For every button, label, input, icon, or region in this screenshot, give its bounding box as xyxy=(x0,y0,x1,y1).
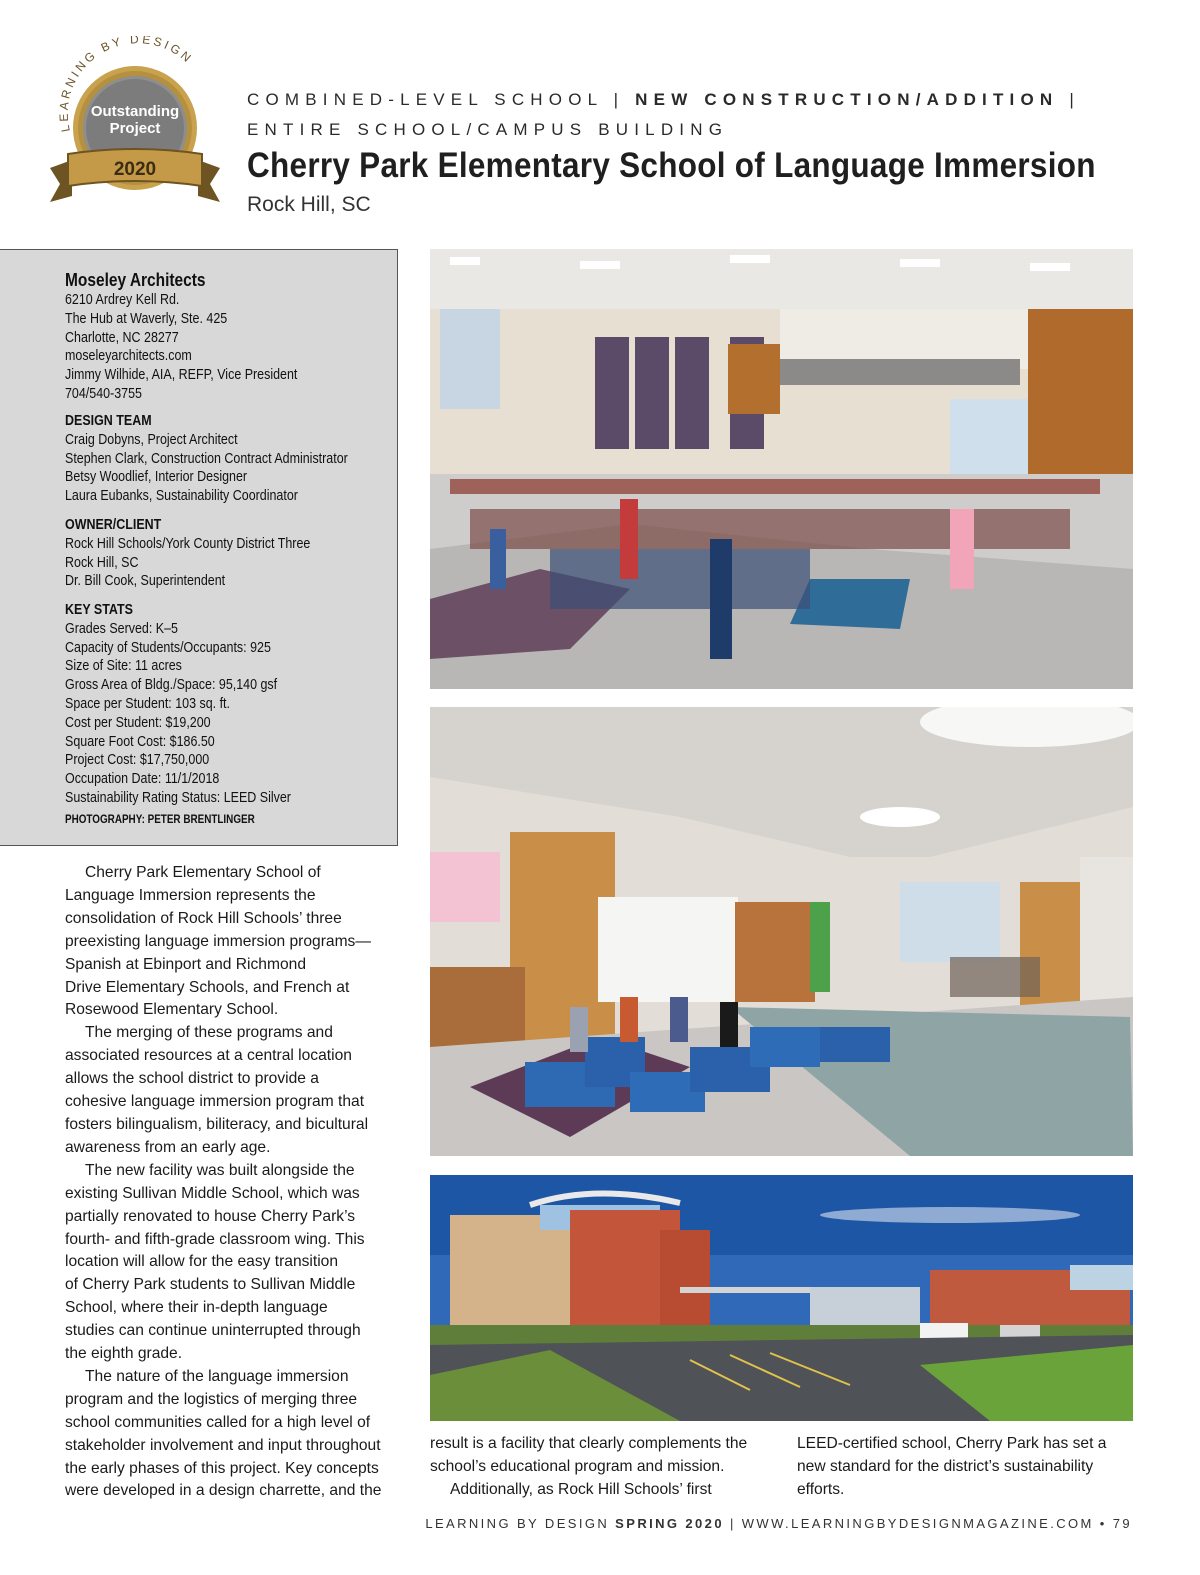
body-paragraph xyxy=(65,862,410,1022)
body-line: school’s educational program and mission. xyxy=(430,1457,725,1475)
body-line: The new facility was built alongside the xyxy=(85,1161,355,1179)
category-a: COMBINED-LEVEL SCHOOL xyxy=(247,90,603,109)
firm-line: 6210 Ardrey Kell Rd. xyxy=(65,292,180,308)
design-team-member: Betsy Woodlief, Interior Designer xyxy=(65,469,248,486)
article-title: Cherry Park Elementary School of Language Immersion xyxy=(247,146,1096,185)
body-line: were developed in a design charrette, and the xyxy=(65,1482,382,1500)
body-line: Additionally, as Rock Hill Schools’ first xyxy=(450,1480,712,1498)
award-seal-icon xyxy=(48,36,223,211)
footer-bullet: • xyxy=(1099,1516,1107,1531)
body-column-2 xyxy=(430,1433,790,1502)
body-line: fourth- and fifth-grade classroom wing. This xyxy=(65,1230,365,1248)
classroom-commons-photo xyxy=(430,707,1133,1156)
category-b: NEW CONSTRUCTION/ADDITION xyxy=(635,90,1059,109)
body-line: the early phases of this project. Key concepts xyxy=(65,1459,379,1477)
article-location: Rock Hill, SC xyxy=(247,193,371,216)
category-separator-1: | xyxy=(613,90,625,109)
firm-line: 704/540-3755 xyxy=(65,385,142,402)
body-line: The nature of the language immersion xyxy=(85,1367,349,1385)
body-line: Language Immersion represents the xyxy=(65,886,316,904)
body-line: Cherry Park Elementary School of xyxy=(85,864,321,881)
key-stat: Grades Served: K–5 xyxy=(65,620,178,637)
key-stat: Occupation Date: 11/1/2018 xyxy=(65,771,220,788)
firm-info xyxy=(65,269,297,404)
body-line: fosters bilingualism, biliteracy, and bicultural xyxy=(65,1115,369,1133)
key-stat: Cost per Student: $19,200 xyxy=(65,714,211,731)
key-stat: Gross Area of Bldg./Space: 95,140 gsf xyxy=(65,677,278,694)
design-team-section xyxy=(65,412,348,506)
owner-line: Dr. Bill Cook, Superintendent xyxy=(65,573,226,590)
cafeteria-photo xyxy=(430,249,1133,689)
award-badge xyxy=(48,36,223,211)
body-line: new standard for the district’s sustainability xyxy=(797,1457,1094,1475)
footer-separator: | xyxy=(729,1516,736,1531)
body-line: consolidation of Rock Hill Schools’ three xyxy=(65,909,342,927)
key-stat: Space per Student: 103 sq. ft. xyxy=(65,695,230,712)
firm-name: Moseley Architects xyxy=(65,270,206,290)
category-line-1 xyxy=(247,90,1080,110)
body-line: awareness from an early age. xyxy=(65,1138,271,1156)
badge-arc-text: LEARNING BY DESIGN xyxy=(56,36,196,134)
body-line: preexisting language immersion programs— xyxy=(65,932,371,950)
body-line: studies can continue uninterrupted through xyxy=(65,1322,361,1340)
key-stats-heading: KEY STATS xyxy=(65,602,133,618)
body-line: Drive Elementary Schools, and French at xyxy=(65,978,350,996)
body-line: cohesive language immersion program that xyxy=(65,1093,365,1111)
body-line: partially renovated to house Cherry Park’s xyxy=(65,1207,356,1225)
page-number: 79 xyxy=(1112,1516,1132,1531)
badge-year: 2020 xyxy=(113,159,157,180)
design-team-member: Stephen Clark, Construction Contract Administrator xyxy=(65,450,348,467)
body-paragraph xyxy=(797,1433,1142,1502)
body-column-3 xyxy=(797,1433,1142,1502)
category-separator-2: | xyxy=(1069,90,1080,109)
owner-line: Rock Hill, SC xyxy=(65,554,139,571)
category-line-2: ENTIRE SCHOOL/CAMPUS BUILDING xyxy=(247,120,729,139)
badge-line1: Outstanding xyxy=(90,103,180,120)
body-line: efforts. xyxy=(797,1480,845,1498)
body-paragraph xyxy=(65,1160,410,1366)
footer-url: WWW.LEARNINGBYDESIGNMAGAZINE.COM xyxy=(741,1516,1094,1531)
badge-line2: Project xyxy=(109,120,161,137)
design-team-member: Laura Eubanks, Sustainability Coordinator xyxy=(65,488,298,505)
key-stat: Sustainability Rating Status: LEED Silver xyxy=(65,789,291,806)
design-team-member: Craig Dobyns, Project Architect xyxy=(65,431,238,448)
firm-line: Jimmy Wilhide, AIA, REFP, Vice President xyxy=(65,367,298,384)
owner-heading: OWNER/CLIENT xyxy=(65,517,162,533)
key-stat: Capacity of Students/Occupants: 925 xyxy=(65,639,271,656)
body-column-1 xyxy=(65,862,410,1503)
key-stat: Size of Site: 11 acres xyxy=(65,658,182,675)
body-line: result is a facility that clearly complements the xyxy=(430,1435,748,1452)
body-paragraph xyxy=(430,1433,790,1479)
body-line: location will allow for the easy transition xyxy=(65,1253,339,1271)
body-line: allows the school district to provide a xyxy=(65,1070,319,1088)
owner-line: Rock Hill Schools/York County District Three xyxy=(65,535,311,552)
body-line: program and the logistics of merging three xyxy=(65,1390,358,1408)
body-line: associated resources at a central location xyxy=(65,1047,352,1065)
body-line: The merging of these programs and xyxy=(85,1024,333,1042)
building-exterior-photo xyxy=(430,1175,1133,1421)
key-stat: Project Cost: $17,750,000 xyxy=(65,752,210,769)
body-line: Rosewood Elementary School. xyxy=(65,1001,279,1019)
body-line: School, where their in-depth language xyxy=(65,1299,328,1317)
footer-magazine: LEARNING BY DESIGN xyxy=(425,1516,610,1531)
body-line: existing Sullivan Middle School, which was xyxy=(65,1184,360,1202)
key-stats-section xyxy=(65,601,291,830)
body-paragraph xyxy=(430,1479,790,1502)
page-footer xyxy=(425,1516,1132,1531)
body-line: school communities called for a high level of xyxy=(65,1413,371,1431)
footer-issue: SPRING 2020 xyxy=(615,1516,724,1531)
key-stat: Square Foot Cost: $186.50 xyxy=(65,733,215,750)
body-paragraph xyxy=(65,1022,410,1159)
body-line: LEED-certified school, Cherry Park has set a xyxy=(797,1435,1107,1452)
design-team-heading: DESIGN TEAM xyxy=(65,413,152,429)
firm-line: moseleyarchitects.com xyxy=(65,348,192,365)
body-paragraph xyxy=(65,1366,410,1503)
firm-line: The Hub at Waverly, Ste. 425 xyxy=(65,310,228,327)
firm-line: Charlotte, NC 28277 xyxy=(65,329,179,346)
owner-section xyxy=(65,516,310,591)
photo-credit: PHOTOGRAPHY: PETER BRENTLINGER xyxy=(65,813,255,826)
body-line: of Cherry Park students to Sullivan Middle xyxy=(65,1276,356,1294)
body-line: the eighth grade. xyxy=(65,1345,183,1363)
body-line: Spanish at Ebinport and Richmond xyxy=(65,955,306,973)
body-line: stakeholder involvement and input throughout xyxy=(65,1436,381,1454)
